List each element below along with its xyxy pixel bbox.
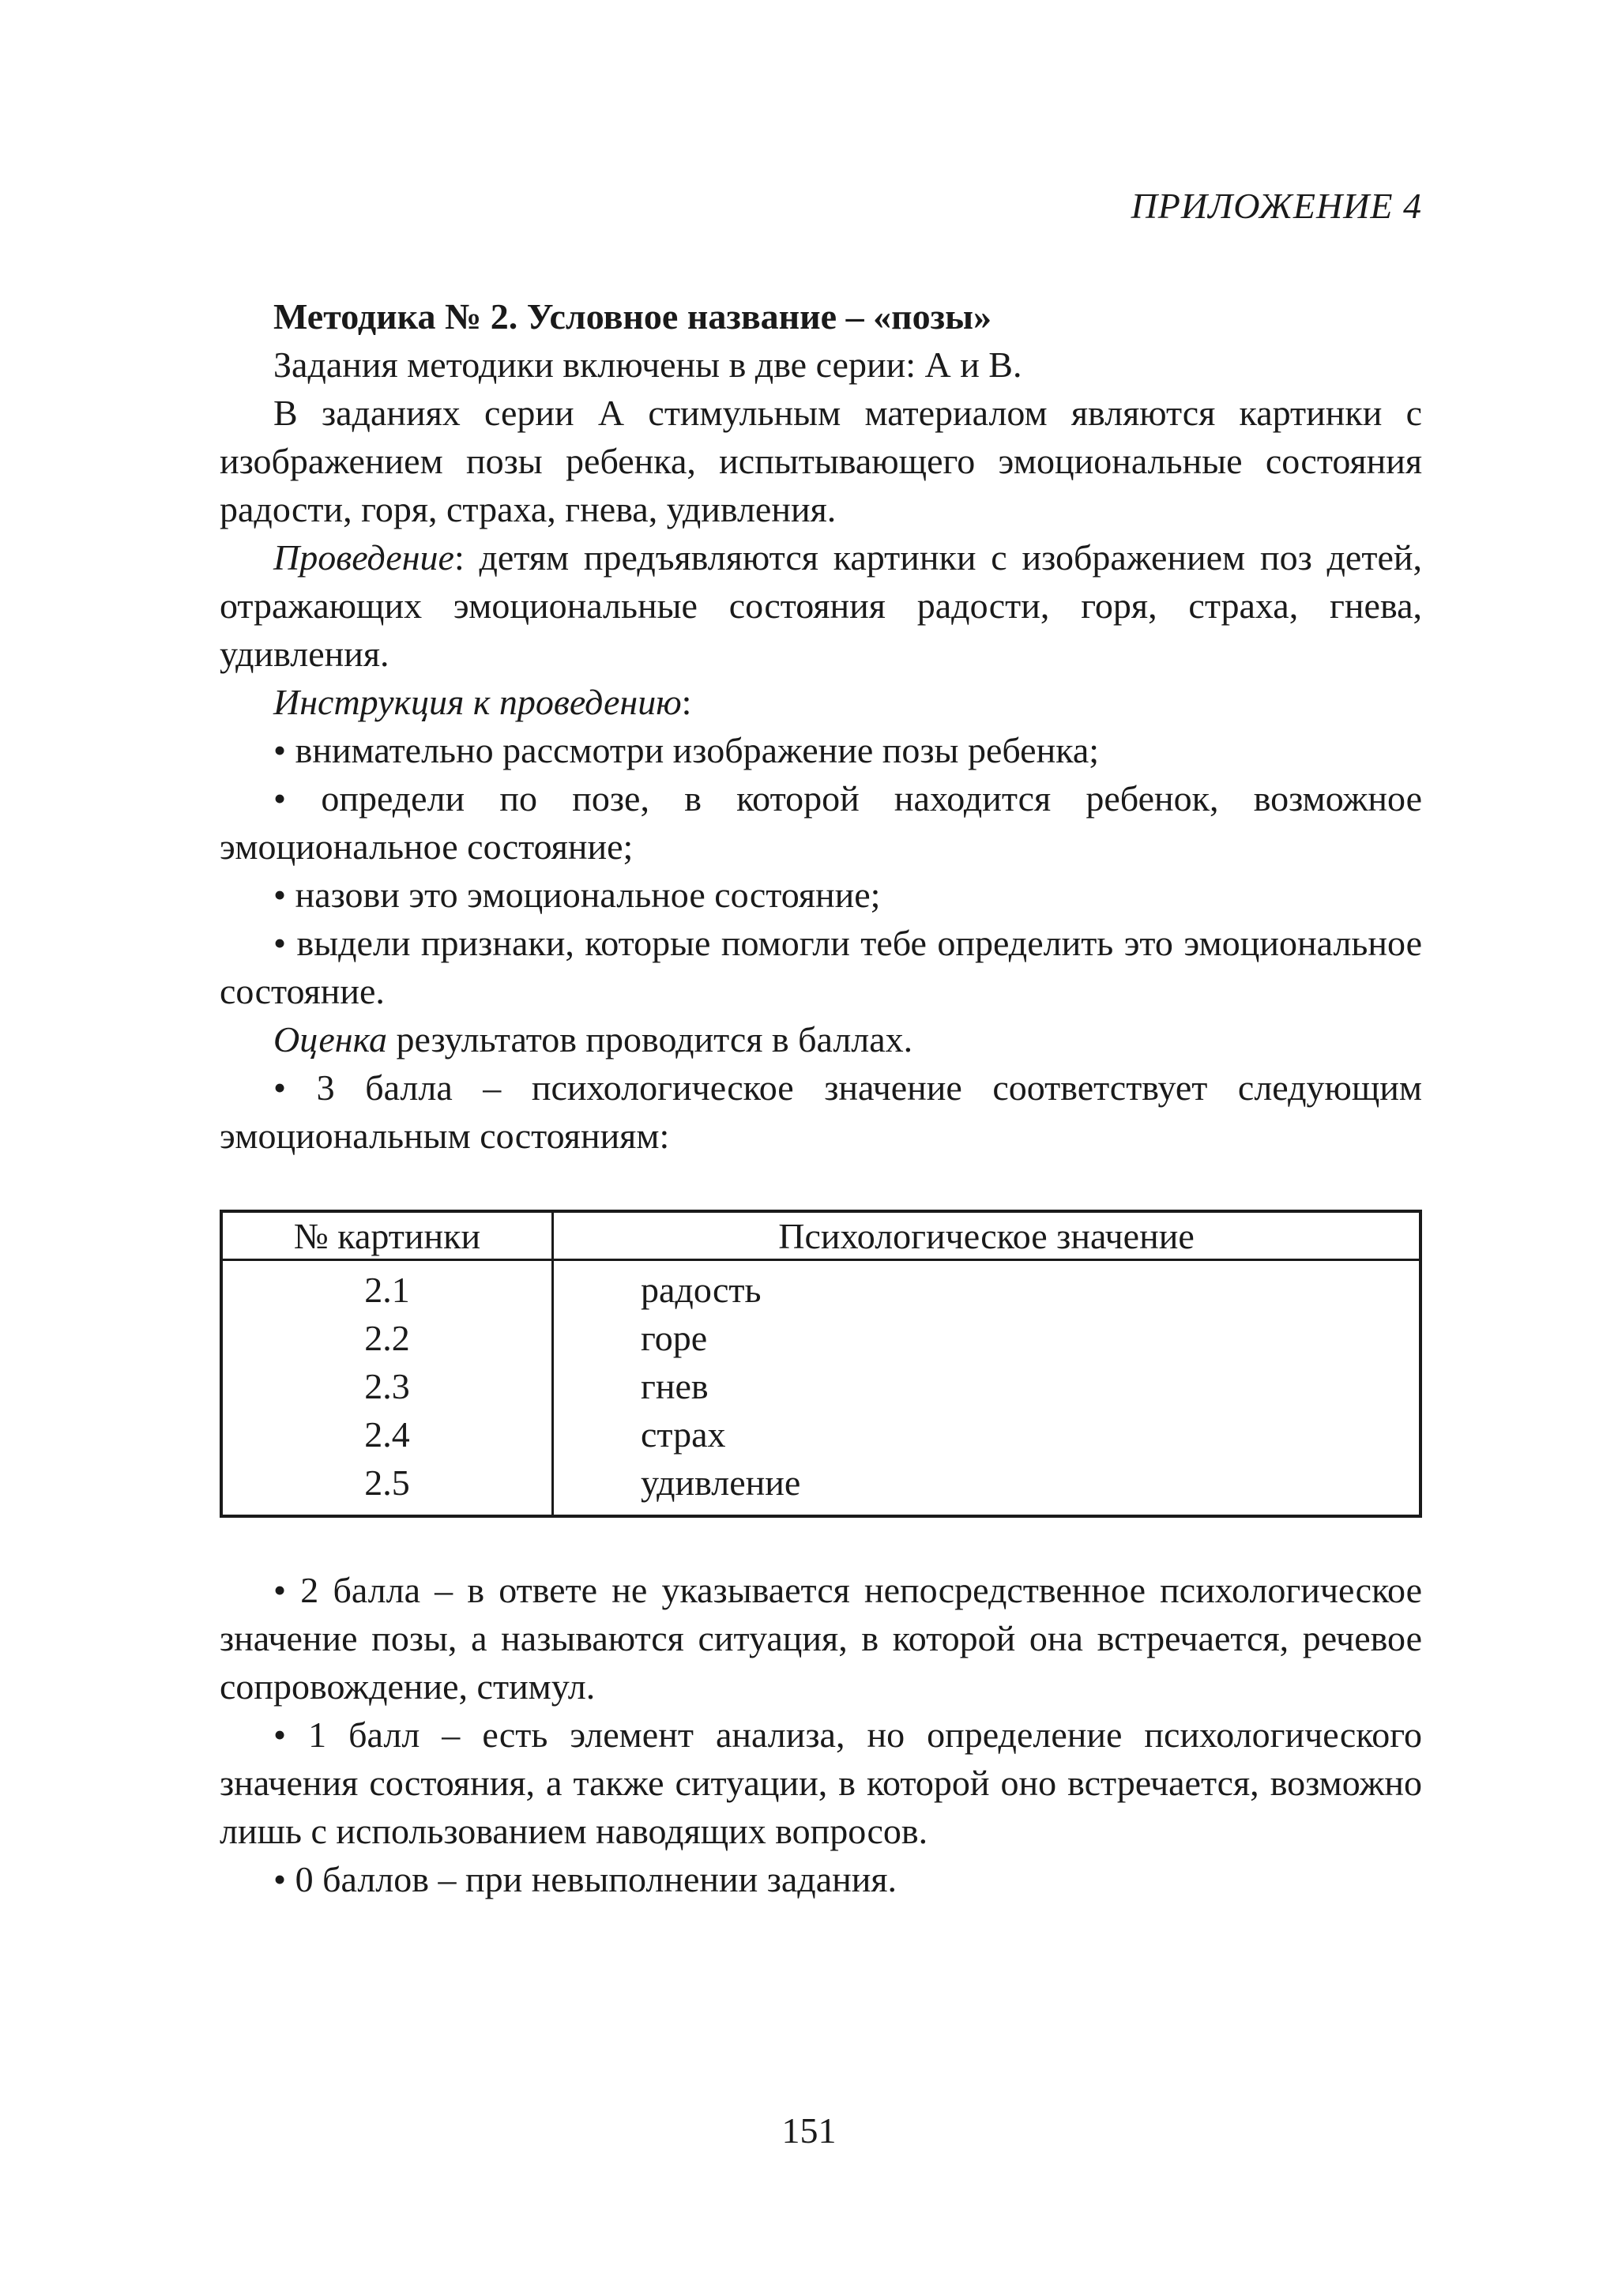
- score-0-item: • 0 баллов – при невыполнении задания.: [273, 1859, 897, 1899]
- meaning-value: радость: [641, 1270, 762, 1310]
- picture-number: 2.1: [221, 1260, 553, 1315]
- picture-number: 2.5: [221, 1459, 553, 1516]
- table-row: [221, 1459, 1420, 1516]
- paragraph-stimulus: В заданиях серии А стимульным материалом являются картинки с изображением позы ребенка, испытывающего эмоциональные состояния радости, горя, страха, гнева, удивления.: [220, 393, 1422, 529]
- score-2-item: • 2 балла – в ответе не указывается непосредственное психологическое значение позы, а называются ситуация, в которой она встречается, речевое сопровождение, стимул.: [220, 1570, 1422, 1707]
- paragraph-series: Задания методики включены в две серии: А и В.: [273, 344, 1022, 385]
- paragraph-instruction: [220, 678, 1422, 726]
- bullet-item: • назови это эмоциональное состояние;: [273, 875, 881, 915]
- meaning-value: удивление: [641, 1462, 801, 1503]
- scores-section: [220, 1566, 1422, 1903]
- method-title: Методика № 2. Условное название – «позы»: [273, 296, 991, 337]
- results-table: [220, 1210, 1422, 1518]
- meaning-value: страх: [641, 1414, 726, 1455]
- picture-number: 2.4: [221, 1410, 553, 1459]
- meaning-value: горе: [641, 1318, 708, 1358]
- score-1-item: • 1 балл – есть элемент анализа, но определение психологического значения состояния, а также ситуации, в которой оно встречается, возможно лишь с использованием наводящих вопросов.: [220, 1714, 1422, 1851]
- results-table-wrapper: [220, 1210, 1422, 1518]
- scoring-label: Оценка: [273, 1019, 387, 1060]
- table-row: [221, 1314, 1420, 1362]
- paragraph-procedure: [220, 533, 1422, 678]
- bullet-item: • выдели признаки, которые помогли тебе определить это эмоциональное состояние.: [220, 923, 1422, 1011]
- table-header-row: [221, 1211, 1420, 1260]
- picture-number: 2.3: [221, 1362, 553, 1410]
- appendix-heading: ПРИЛОЖЕНИЕ 4: [1131, 186, 1422, 226]
- instruction-colon: :: [681, 682, 692, 722]
- column-header-picture: № картинки: [221, 1211, 553, 1260]
- table-row: [221, 1362, 1420, 1410]
- bullet-item: • внимательно рассмотри изображение позы ребенка;: [273, 730, 1100, 770]
- table-row: [221, 1410, 1420, 1459]
- scoring-text: результатов проводится в баллах.: [386, 1019, 913, 1060]
- bullet-item: • определи по позе, в которой находится ребенок, возможное эмоциональное состояние;: [220, 778, 1422, 867]
- meaning-value: гнев: [641, 1366, 709, 1406]
- paragraph-scoring: [220, 1015, 1422, 1063]
- score-3-item: • 3 балла – психологическое значение соответствует следующим эмоциональным состояниям:: [220, 1067, 1422, 1156]
- table-row: [221, 1260, 1420, 1315]
- intro-section: [220, 292, 1422, 1160]
- procedure-label: Проведение: [273, 537, 454, 578]
- page-number: 151: [781, 2110, 837, 2151]
- instruction-label: Инструкция к проведению: [273, 682, 682, 722]
- picture-number: 2.2: [221, 1314, 553, 1362]
- column-header-meaning: Психологическое значение: [553, 1211, 1421, 1260]
- procedure-text: : детям предъявляются картинки с изображением поз детей, отражающих эмоциональные состояния радости, горя, страха, гнева, удивления.: [220, 537, 1422, 674]
